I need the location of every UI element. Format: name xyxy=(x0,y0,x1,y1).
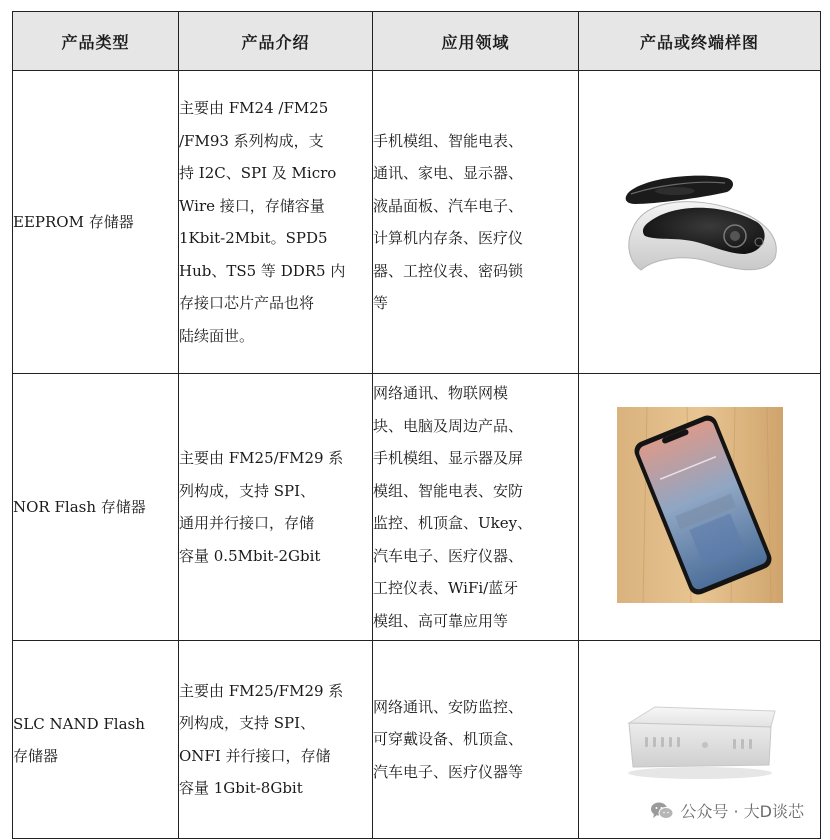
table-header-row xyxy=(13,12,821,71)
apps-line: 汽车电子、医疗仪器、 xyxy=(373,546,524,565)
application-field-cell xyxy=(373,374,579,641)
intro-line: 列构成，支持 SPI、 xyxy=(179,714,316,732)
header-sample-image: 产品或终端样图 xyxy=(579,12,821,71)
intro-line: 存接口芯片产品也将 xyxy=(179,294,315,312)
intro-line: 主要由 FM24 /FM25 xyxy=(179,99,329,117)
apps-line: 通讯、家电、显示器、 xyxy=(373,164,524,182)
product-table xyxy=(12,11,821,839)
apps-line: 汽车电子、医疗仪器等 xyxy=(373,762,524,781)
intro-line: /FM93 系列构成，支 xyxy=(179,131,324,150)
product-type-cell xyxy=(13,641,179,839)
header-application-field: 应用领域 xyxy=(373,12,579,71)
watermark xyxy=(650,799,804,822)
product-intro-cell xyxy=(179,71,373,374)
phone-dock-photo-icon xyxy=(615,158,785,283)
apps-line: 液晶面板、汽车电子、 xyxy=(373,196,524,215)
apps-line: 器、工控仪表、密码锁 xyxy=(373,261,524,280)
router-photo-icon xyxy=(615,693,785,783)
product-intro-cell xyxy=(179,374,373,641)
apps-line: 模组、高可靠应用等 xyxy=(373,611,509,630)
intro-line: 容量 0.5Mbit-2Gbit xyxy=(179,546,321,565)
sample-image-cell xyxy=(579,71,821,374)
apps-line: 网络通讯、安防监控、 xyxy=(373,697,524,716)
apps-line: 可穿戴设备、机顶盒、 xyxy=(373,730,524,749)
watermark-text: 公众号 · 大D谈芯 xyxy=(680,802,804,821)
product-type-cell xyxy=(13,374,179,641)
wechat-icon xyxy=(650,801,674,821)
smartphone-photo-icon xyxy=(617,407,783,603)
apps-line: 计算机内存条、医疗仪 xyxy=(373,229,524,247)
product-type-line: 存储器 xyxy=(13,746,59,765)
table-row xyxy=(13,71,821,374)
product-type-cell xyxy=(13,71,179,374)
apps-line: 模组、智能电表、安防 xyxy=(373,481,524,500)
apps-line: 监控、机顶盒、Ukey、 xyxy=(373,514,533,532)
intro-line: 主要由 FM25/FM29 系 xyxy=(179,681,344,700)
intro-line: 持 I2C、SPI 及 Micro xyxy=(179,164,337,182)
apps-line: 网络通讯、物联网模 xyxy=(373,384,509,402)
intro-line: 主要由 FM25/FM29 系 xyxy=(179,449,344,467)
intro-line: 1Kbit-2Mbit。SPD5 xyxy=(179,229,328,247)
sample-image-cell xyxy=(579,374,821,641)
table-row xyxy=(13,374,821,641)
intro-line: Hub、TS5 等 DDR5 内 xyxy=(179,261,346,280)
intro-line: 列构成，支持 SPI、 xyxy=(179,481,316,500)
application-field-cell xyxy=(373,641,579,839)
intro-line: 陆续面世。 xyxy=(179,326,255,345)
product-type-line: NOR Flash 存储器 xyxy=(13,498,146,516)
apps-line: 工控仪表、WiFi/蓝牙 xyxy=(373,579,519,597)
apps-line: 手机模组、智能电表、 xyxy=(373,131,524,150)
apps-line: 块、电脑及周边产品、 xyxy=(373,416,524,435)
header-product-type: 产品类型 xyxy=(13,12,179,71)
apps-line: 等 xyxy=(373,294,389,312)
intro-line: Wire 接口，存储容量 xyxy=(179,196,325,215)
application-field-cell xyxy=(373,71,579,374)
intro-line: 容量 1Gbit-8Gbit xyxy=(179,779,303,797)
intro-line: 通用并行接口，存储 xyxy=(179,514,315,532)
product-type-line: EEPROM 存储器 xyxy=(13,213,134,231)
product-intro-cell xyxy=(179,641,373,839)
apps-line: 手机模组、显示器及屏 xyxy=(373,449,524,467)
header-product-intro: 产品介绍 xyxy=(179,12,373,71)
product-type-line: SLC NAND Flash xyxy=(13,714,145,733)
intro-line: ONFI 并行接口，存储 xyxy=(179,746,331,765)
